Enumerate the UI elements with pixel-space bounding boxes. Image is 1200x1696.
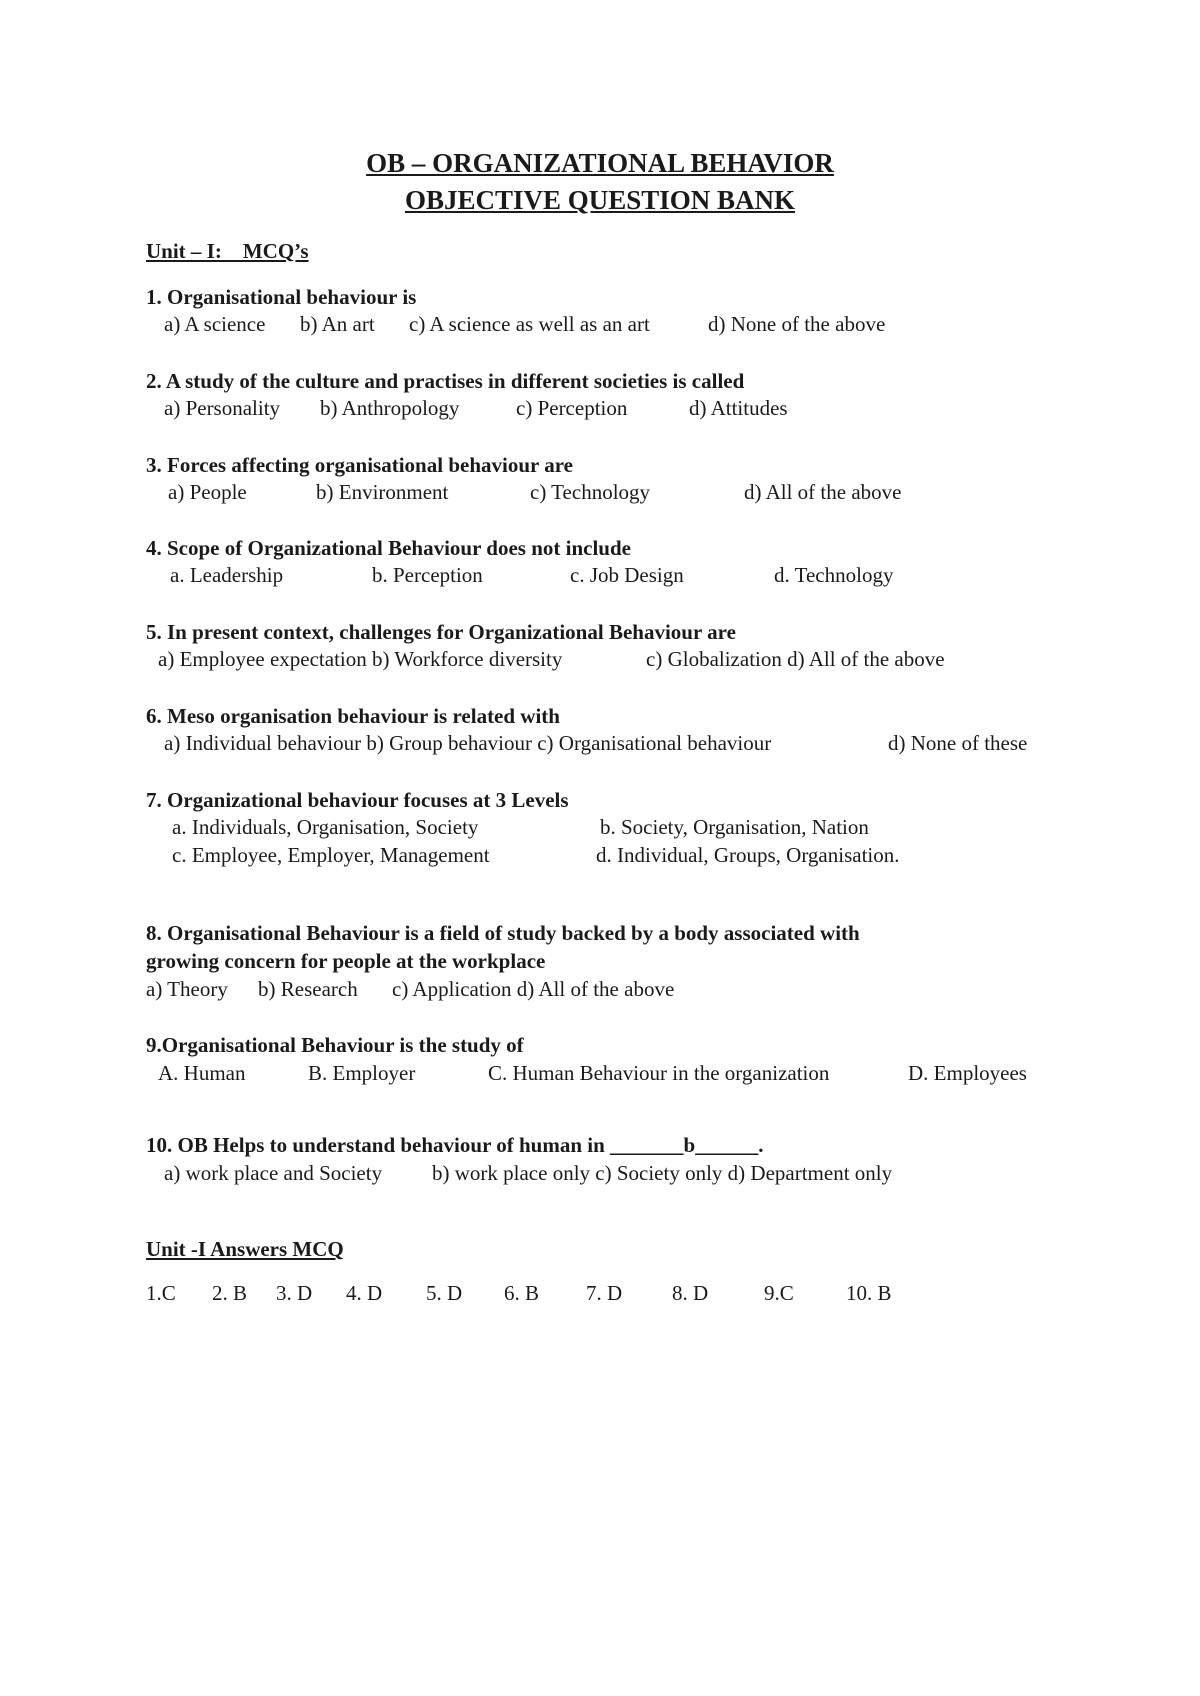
option-7c: c. Employee, Employer, Management xyxy=(172,843,490,867)
question-8-line2: growing concern for people at the workplace xyxy=(146,949,546,973)
question-6: 6. Meso organisation behaviour is related with xyxy=(146,704,560,728)
option-8cd: c) Application d) All of the above xyxy=(392,977,675,1001)
option-4d: d. Technology xyxy=(774,563,894,587)
option-9c: C. Human Behaviour in the organization xyxy=(488,1061,830,1085)
option-5ab: a) Employee expectation b) Workforce diversity xyxy=(158,647,563,671)
unit-heading: Unit – I: MCQ’s xyxy=(146,239,309,263)
option-6abc: a) Individual behaviour b) Group behaviour c) Organisational behaviour xyxy=(164,731,772,755)
question-4: 4. Scope of Organizational Behaviour does not include xyxy=(146,536,631,560)
option-1d: d) None of the above xyxy=(708,312,886,336)
answer-10: 10. B xyxy=(846,1281,892,1305)
option-1b: b) An art xyxy=(300,312,375,336)
option-5cd: c) Globalization d) All of the above xyxy=(646,647,945,671)
question-9: 9.Organisational Behaviour is the study of xyxy=(146,1033,524,1057)
answer-8: 8. D xyxy=(672,1281,709,1305)
option-3c: c) Technology xyxy=(530,480,651,504)
question-2: 2. A study of the culture and practises in different societies is called xyxy=(146,369,745,393)
answer-2: 2. B xyxy=(212,1281,248,1305)
option-9a: A. Human xyxy=(158,1061,246,1085)
answer-1: 1.C xyxy=(146,1281,176,1305)
option-2a: a) Personality xyxy=(164,396,281,420)
option-2c: c) Perception xyxy=(516,396,628,420)
option-3b: b) Environment xyxy=(316,480,449,504)
page-title: OB – ORGANIZATIONAL BEHAVIOR xyxy=(366,148,834,178)
option-4a: a. Leadership xyxy=(170,563,284,587)
option-2b: b) Anthropology xyxy=(320,396,460,420)
answer-9: 9.C xyxy=(764,1281,794,1305)
question-7: 7. Organizational behaviour focuses at 3 Levels xyxy=(146,788,569,812)
question-10: 10. OB Helps to understand behaviour of human in _______b______. xyxy=(146,1133,764,1157)
option-10bcd: b) work place only c) Society only d) Department only xyxy=(432,1161,893,1185)
option-6d: d) None of these xyxy=(888,731,1028,755)
option-3d: d) All of the above xyxy=(744,480,902,504)
option-4b: b. Perception xyxy=(372,563,483,587)
page-subtitle: OBJECTIVE QUESTION BANK xyxy=(404,185,796,215)
option-4c: c. Job Design xyxy=(570,563,684,587)
option-8b: b) Research xyxy=(258,977,358,1001)
question-5: 5. In present context, challenges for Organizational Behaviour are xyxy=(146,620,736,644)
option-9d: D. Employees xyxy=(908,1061,1027,1085)
option-9b: B. Employer xyxy=(308,1061,416,1085)
answer-7: 7. D xyxy=(586,1281,623,1305)
option-1a: a) A science xyxy=(164,312,266,336)
option-2d: d) Attitudes xyxy=(689,396,788,420)
answer-6: 6. B xyxy=(504,1281,540,1305)
option-7b: b. Society, Organisation, Nation xyxy=(600,815,869,839)
option-8a: a) Theory xyxy=(146,977,228,1001)
question-1: 1. Organisational behaviour is xyxy=(146,285,417,309)
question-8-line1: 8. Organisational Behaviour is a field of study backed by a body associated with xyxy=(146,921,860,945)
question-3: 3. Forces affecting organisational behaviour are xyxy=(146,453,573,477)
answer-5: 5. D xyxy=(426,1281,463,1305)
option-7a: a. Individuals, Organisation, Society xyxy=(172,815,479,839)
answer-3: 3. D xyxy=(276,1281,313,1305)
answers-heading: Unit -I Answers MCQ xyxy=(146,1237,344,1261)
answer-4: 4. D xyxy=(346,1281,383,1305)
option-7d: d. Individual, Groups, Organisation. xyxy=(596,843,900,867)
option-10a: a) work place and Society xyxy=(164,1161,383,1185)
option-1c: c) A science as well as an art xyxy=(409,312,650,336)
option-3a: a) People xyxy=(168,480,247,504)
